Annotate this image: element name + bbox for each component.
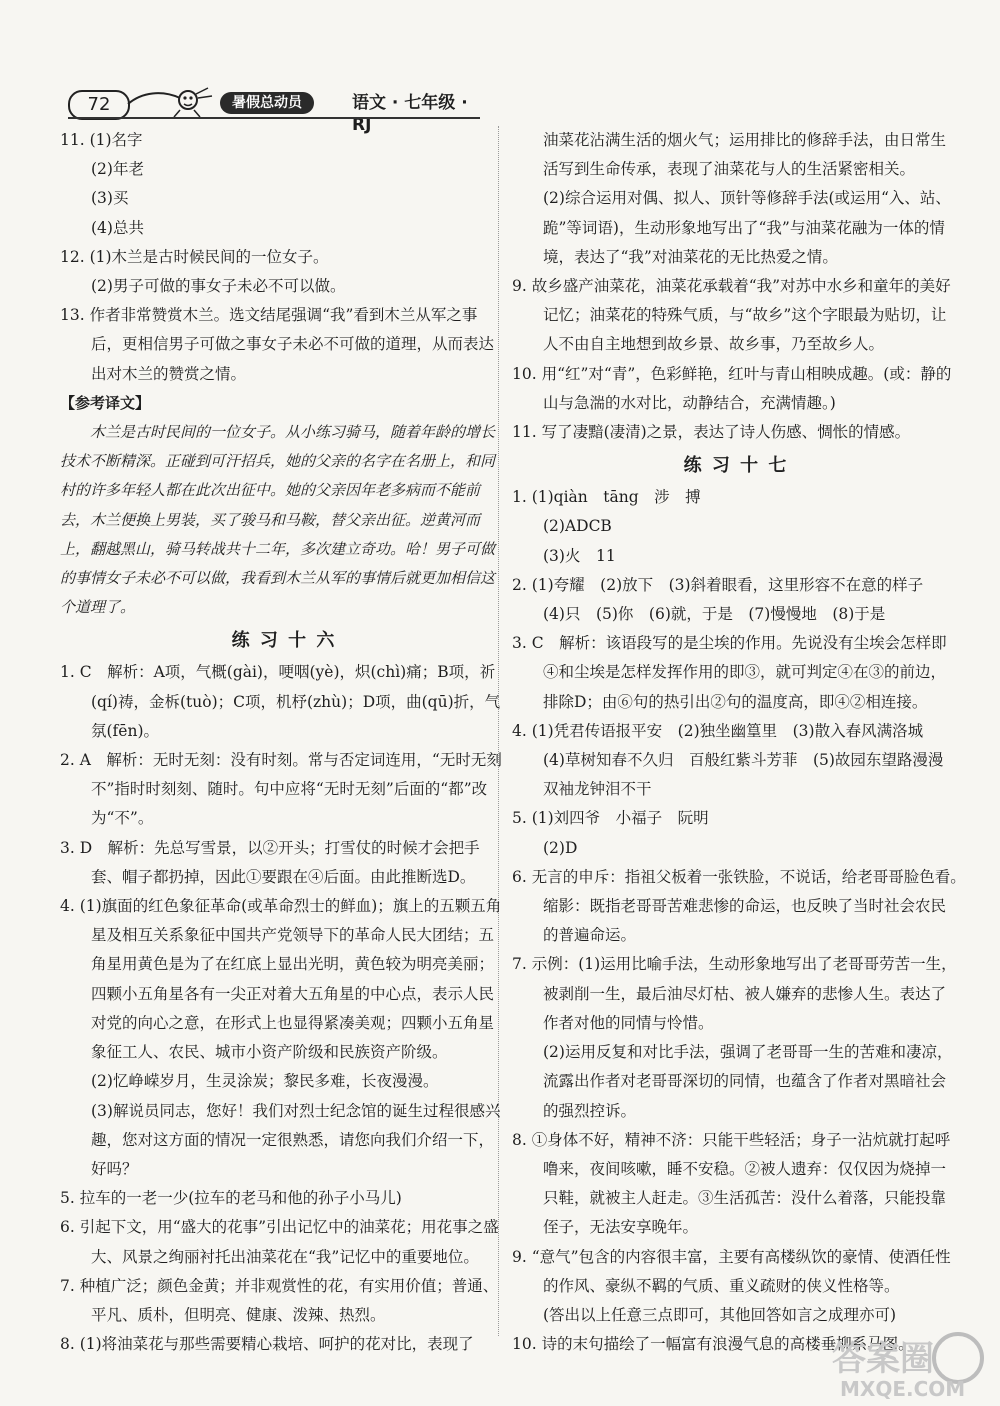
answer-item: 10. 诗的末句描绘了一幅富有浪漫气息的高楼垂柳系马图。 (512, 1335, 914, 1354)
mascot-icon (122, 84, 222, 118)
answer-item: 1. (1)qiàn tāng 涉 搏 (512, 488, 701, 507)
answer-continuation: (2)D (543, 838, 578, 857)
page-header (60, 90, 480, 135)
answer-continuation: (3)买 (91, 189, 129, 208)
answer-item: 9. 故乡盛产油菜花，油菜花承载着“我”对苏中水乡和童年的美好记忆；油菜花的特殊气质，与“故乡”这个字眼最为贴切，让人不由自主地想到故乡景、故乡事，乃至故乡人。 (512, 277, 951, 354)
answer-item: 5. 拉车的一老一少(拉车的老马和他的孙子小马儿) (60, 1189, 402, 1208)
right-column (512, 126, 974, 1359)
subject-label: 语文 · 七年级 · RJ (352, 93, 468, 135)
answer-continuation: (2)综合运用对偶、拟人、顶针等修辞手法(或运用“入、站、跪”等词语)，生动形象地写出了“我”与油菜花融为一体的情境，表达了“我”对油菜花的无比热爱之情。 (543, 189, 951, 266)
watermark-logo (830, 1330, 995, 1400)
watermark-text: 答案圈 (832, 1339, 934, 1379)
answer-item: 3. C 解析：该语段写的是尘埃的作用。先说没有尘埃会怎样即④和尘埃是怎样发挥作用的即③，就可判定④在③的前边，排除D；由⑥句的热引出②句的温度高，即④②相连接。 (512, 634, 947, 711)
translation-text: 木兰是古时民间的一位女子。从小练习骑马，随着年龄的增长技术不断精深。正碰到可汗招兵，她的父亲的名字在名册上，和同村的许多年轻人都在此次出征中。她的父亲因年老多病而不能前去，木兰便换上男装，买了骏马和马鞍，替父亲出征。逆黄河而上，翻越黑山，骑马转战共十二年，多次建立奇功。哈！男子可做的事情女子未必不可以做，我看到木兰从军的事情后就更加相信这个道理了。 (60, 423, 496, 617)
answer-item: 11. 写了凄黯(凄清)之景，表达了诗人伤感、惆怅的情感。 (512, 423, 911, 442)
answer-continuation: 油菜花沾满生活的烟火气；运用排比的修辞手法，由日常生活写到生命传承，表现了油菜花与人的生活紧密相关。 (543, 131, 947, 179)
answer-item: 6. 无言的申斥：指祖父板着一张铁脸，不说话，给老哥哥脸色看。 缩影：既指老哥哥苦难悲惨的命运，也反映了当时社会农民的普遍命运。 (512, 867, 974, 945)
translation-label: 【参考译文】 (60, 393, 151, 412)
answer-continuation: (2)运用反复和对比手法，强调了老哥哥一生的苦难和凄凉，流露出作者对老哥哥深切的同情，也蕴含了作者对黑暗社会的强烈控诉。 (543, 1043, 953, 1120)
answer-item: 7. 种植广泛；颜色金黄；并非观赏性的花，有实用价值；普通、平凡、质朴，但明亮、健康、泼辣、热烈。 (60, 1276, 499, 1324)
section-title: 练 习 十 七 (683, 455, 789, 477)
answer-continuation: (2)忆峥嵘岁月，生灵涂炭；黎民多难，长夜漫漫。 (91, 1072, 439, 1091)
answer-item: 10. 用“红”对“青”，色彩鲜艳，红叶与青山相映成趣。(或：静的山与急湍的水对比，动静结合，充满情趣。) (512, 364, 952, 412)
answer-item: 6. 引起下文，用“盛大的花事”引出记忆中的油菜花；用花事之盛大、风景之绚丽衬托出油菜花在“我”记忆中的重要地位。 (60, 1218, 499, 1266)
answer-item: 7. 示例：(1)运用比喻手法，生动形象地写出了老哥哥劳苦一生，被剥削一生，最后油尽灯枯、被人嫌弃的悲惨人生。表达了作者对他的同情与怜惜。 (512, 955, 957, 1032)
answer-item: 12. (1)木兰是古时候民间的一位女子。 (60, 247, 329, 266)
book-tag: 暑假总动员 (220, 92, 314, 114)
answer-item: 13. 作者非常赞赏木兰。选文结尾强调“我”看到木兰从军之事后，更相信男子可做之事女子未必不可做的道理，从而表达出对木兰的赞赏之情。 (60, 306, 495, 383)
left-column (60, 126, 508, 1359)
answer-item: 1. C 解析：A项，气概(gài)，哽咽(yè)，炽(chì)痛；B项，祈(qí)祷，金柝(tuò)；C项，机杼(zhù)；D项，曲(qū)折，气氛(fēn)。 (60, 663, 501, 740)
answer-continuation: (2)ADCB (543, 517, 612, 536)
answer-item: 3. D 解析：先总写雪景，以②开头；打雪仗的时候才会把手套、帽子都扔掉，因此①要跟在④后面。由此推断选D。 (60, 838, 480, 886)
answer-continuation: (2)男子可做的事女子未必不可以做。 (91, 277, 346, 296)
answer-continuation: (3)解说员同志，您好！我们对烈士纪念馆的诞生过程很感兴趣，您对这方面的情况一定很熟悉，请您向我们介绍一下，好吗？ (91, 1101, 501, 1178)
answer-continuation: (2)年老 (91, 160, 144, 179)
answer-continuation: (4)总共 (91, 218, 144, 237)
page-number: 72 (68, 90, 130, 120)
answer-item: 4. (1)凭君传语报平安 (2)独坐幽篁里 (3)散入春风满洛城 (4)草树知春不久归 百般红紫斗芳菲 (5)故园东望路漫漫 双袖龙钟泪不干 (512, 721, 959, 799)
answer-item: 2. (1)夸耀 (2)放下 (3)斜着眼看，这里形容不在意的样子 (4)只 (5)你 (6)就，于是 (7)慢慢地 (8)于是 (512, 575, 939, 624)
answer-item: 8. (1)将油菜花与那些需要精心栽培、呵护的花对比，表现了 (60, 1335, 474, 1354)
section-title: 练 习 十 六 (231, 630, 337, 652)
header-rule (68, 117, 480, 119)
answer-item: 11. (1)名字 (60, 131, 143, 149)
answer-continuation: (答出以上任意三点即可，其他回答如言之成理亦可) (543, 1305, 897, 1324)
answer-item: 9. “意气”包含的内容很丰富，主要有高楼纵饮的豪情、使酒任性的作风、豪纵不羁的气质、重义疏财的侠义性格等。 (512, 1247, 951, 1295)
answer-item: 8. ①身体不好，精神不济：只能干些轻活；身子一沾炕就打起呼噜来，夜间咳嗽，睡不安稳。②被人遗弃：仅仅因为烧掉一只鞋，就被主人赶走。③生活孤苦：没什么着落，只能投靠侄子，无法安享晚年。 (512, 1130, 951, 1237)
answer-continuation: (3)火 11 (543, 546, 616, 565)
watermark-url: MXQE.COM (840, 1377, 966, 1400)
answer-item: 4. (1)旗面的红色象征革命(或革命烈士的鲜血)；旗上的五颗五角星及相互关系象征中国共产党领导下的革命人民大团结；五角星用黄色是为了在红底上显出光明，黄色较为明亮美丽；四颗小五角星各有一尖正对着大五角星的中心点，表示人民对党的向心之意，在形式上也显得紧凑美观；四颗小五角星象征工人、农民、城市小资产阶级和民族资产阶级。 (60, 897, 502, 1062)
answer-item: 5. (1)刘四爷 小福子 阮明 (512, 809, 709, 828)
answer-item: 2. A 解析：无时无刻：没有时刻。常与否定词连用，“无时无刻不”指时时刻刻、随时。句中应将“无时无刻”后面的“都”改为“不”。 (60, 751, 502, 828)
